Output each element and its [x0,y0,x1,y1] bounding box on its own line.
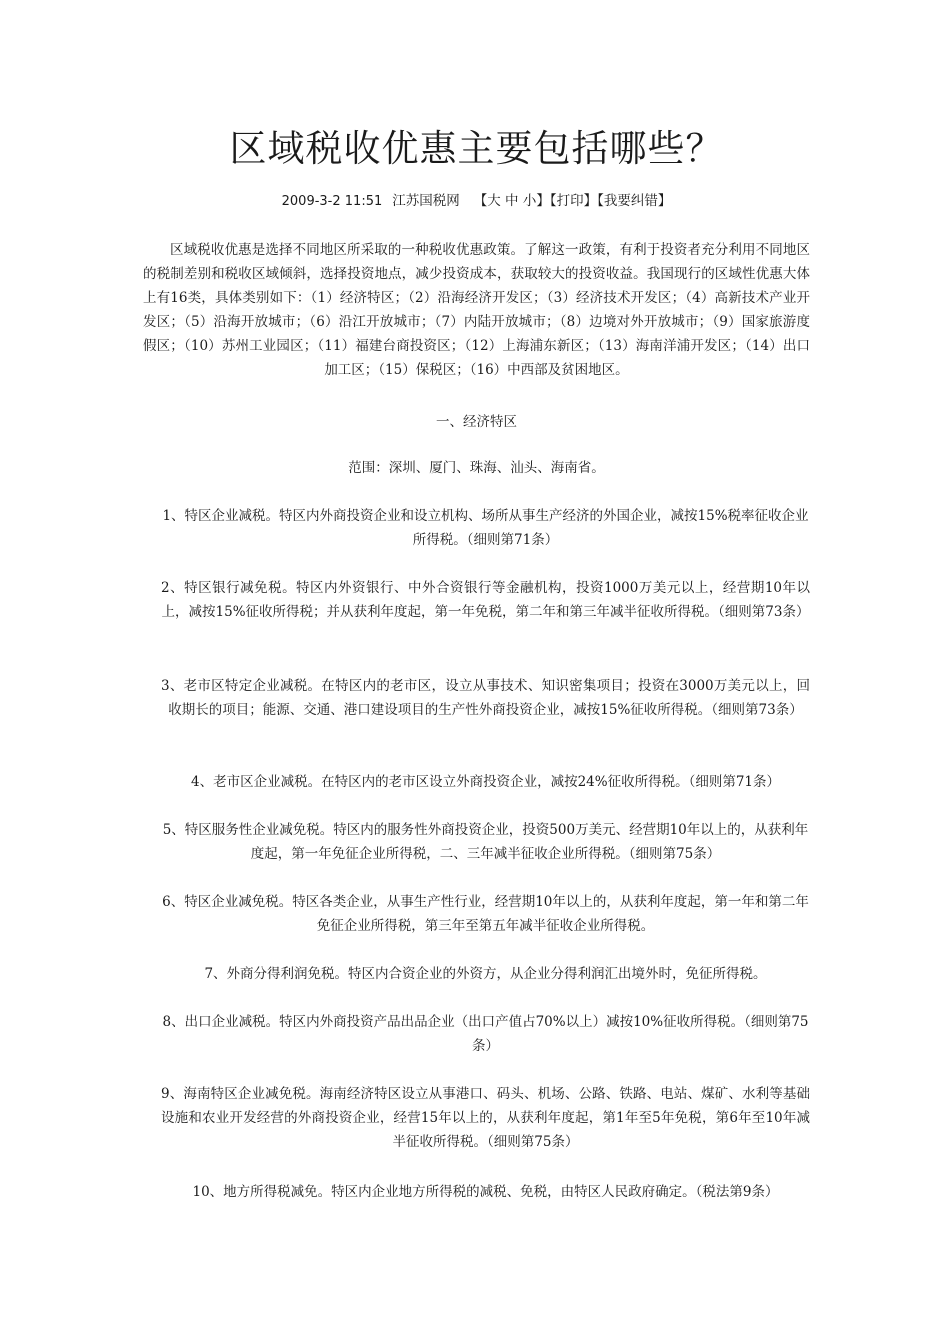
print-link[interactable]: 【打印】 [549,193,598,209]
list-item: 2、特区银行减免税。特区内外资银行、中外合资银行等金融机构，投资1000万美元以上，经营期10年以上，减按15%征收所得税；并从获利年度起，第一年免税，第二年和第三年减半征收所得税。（细则第73条） [161,580,810,620]
list-item: 1、特区企业减税。特区内外商投资企业和设立机构、场所从事生产经济的外国企业，减按15%税率征收企业所得税。（细则第71条） [162,508,809,548]
list-item: 5、特区服务性企业减免税。特区内的服务性外商投资企业，投资500万美元、经营期10年以上的，从获利年度起，第一年免征企业所得税，二、三年减半征收企业所得税。（细则第75条） [162,822,809,862]
publish-date: 2009-3-2 11:51 [281,194,383,209]
font-size-links[interactable]: 【大 中 小】 [473,193,550,209]
article-meta [143,191,810,212]
source-name: 江苏国税网 [392,193,460,209]
intro-paragraph: 区域税收优惠是选择不同地区所采取的一种税收优惠政策。了解这一政策，有利于投资者充分利用不同地区的税制差别和税收区域倾斜，选择投资地点，减少投资成本，获取较大的投资收益。我国现行的区域性优惠大体上有16类，具体类别如下：（1）经济特区；（2）沿海经济开发区；（3）经济技术开发区；（4）高新技术产业开发区；（5）沿海开放城市；（6）沿江开放城市；（7）内陆开放城市；（8）边境对外开放城市；（9）国家旅游度假区；（10）苏州工业园区；（11）福建台商投资区；（12）上海浦东新区；（13）海南洋浦开发区；（14）出口加工区；（15）保税区；（16）中西部及贫困地区。 [143,242,810,378]
article-title: 区域税收优惠主要包括哪些？ [229,126,724,170]
list-item: 3、老市区特定企业减税。在特区内的老市区，设立从事技术、知识密集项目；投资在3000万美元以上，回收期长的项目；能源、交通、港口建设项目的生产性外商投资企业，减按15%征收所得税。（细则第73条） [161,678,810,718]
list-item: 9、海南特区企业减免税。海南经济特区设立从事港口、码头、机场、公路、铁路、电站、煤矿、水利等基础设施和农业开发经营的外商投资企业，经营15年以上的，从获利年度起，第1年至5年免税，第6年至10年减半征收所得税。（细则第75条） [161,1086,810,1150]
scope-paragraph: 范围：深圳、厦门、珠海、汕头、海南省。 [348,460,605,476]
list-item: 4、老市区企业减税。在特区内的老市区设立外商投资企业，减按24%征收所得税。（细则第71条） [190,774,781,790]
list-item: 7、外商分得利润免税。特区内合资企业的外资方，从企业分得利润汇出境外时，免征所得税。 [204,966,767,982]
list-item: 10、地方所得税减免。特区内企业地方所得税的减税、免税，由特区人民政府确定。（税法第9条） [192,1184,779,1200]
list-item: 8、出口企业减税。特区内外商投资产品出品企业（出口产值占70%以上）减按10%征收所得税。（细则第75条） [162,1014,809,1054]
list-item: 6、特区企业减免税。特区各类企业，从事生产性行业，经营期10年以上的，从获利年度起，第一年和第二年免征企业所得税，第三年至第五年减半征收企业所得税。 [162,894,809,934]
section-heading: 一、经济特区 [436,414,517,430]
report-error-link[interactable]: 【我要纠错】 [597,193,672,209]
